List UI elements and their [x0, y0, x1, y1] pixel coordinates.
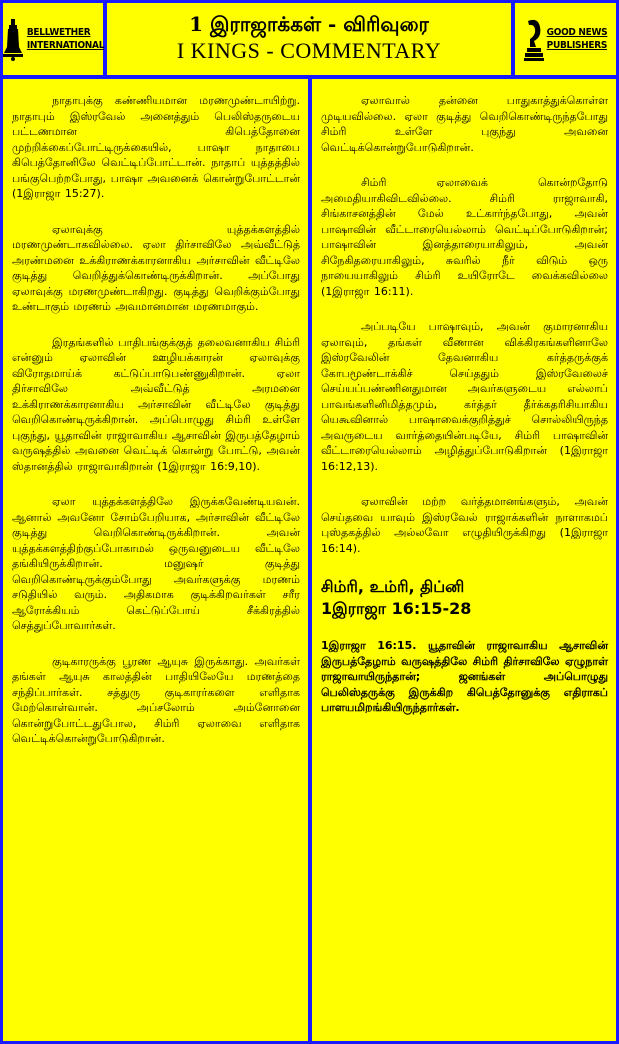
title-english: I KINGS - COMMENTARY — [176, 38, 442, 63]
logo-right-line1: GOOD NEWS — [546, 27, 608, 38]
section-reference: 1இராஜா 16:15-28 — [321, 599, 472, 618]
paragraph: இரதங்களில் பாதிபங்குக்குத் தலைவனாகிய சிம்ரி என்னும் ஏலாவின் ஊழியக்காரன் ஏலாவுக்கு விரோதமாய்க் கட்டுப்பாடுபண்ணுகிறான். ஏலா திர்சாவிலே அவ்வீட்டுத் அரமனை உக்கிராணக்காரனாகிய அர்சாவின் வீட்டிலே குடித்து வெறிகொண்டிருக்கிறான். அப்பொழுது சிம்ரி உள்ளே புகுந்து, யூதாவின் ராஜாவாகிய ஆசாவின் இருபத்தேழாம் வருஷத்தில் அவனை வெட்டிக் கொன்று போட்டு, அவன் ஸ்தானத்தில் ராஜாவாகிறான் (1இராஜா 16:9,10). — [12, 335, 300, 473]
paragraph: குடிகாரருக்கு பூரண ஆயுசு இருக்காது. அவர்கள் தங்கள் ஆயுசு காலத்தின் பாதியிலேயே மரணத்தை சந்திப்பார்கள். சத்துரு குடிகாரர்களை எளிதாக மேற்கொள்வான். அப்சலோம் அம்னோனை கொன்றுபோட்டதுபோல, சிம்ரி ஏலாவை எளிதாக வெட்டிக்கொன்றுபோடுகிறான். — [12, 654, 300, 745]
verse-text: 1இராஜா 16:15. யூதாவின் ராஜாவாகிய ஆசாவின் இருபத்தேழாம் வருஷத்திலே சிம்ரி திர்சாவிலே ஏழுநாள் ராஜாவாயிருந்தான்; ஜனங்கள் அப்பொழுது பெலிஸ்தருக்கு இருக்கிற கிபெத்தோனுக்கு எதிராகப் பாளயமிறங்கியிருந்தார்கள். — [321, 639, 608, 714]
paragraph: ஏலாவுக்கு யுத்தக்களத்தில் மரணமுண்டாகவில்லை. ஏலா திர்சாவிலே அவ்வீட்டுத் அரண்மனை உக்கிராணக்காரனாகிய அர்சாவின் வீட்டிலே குடித்து வெறித்துக்கொண்டிருக்கிறான். அப்போது ஏலாவுக்கு மரணமுண்டாகிறது. குடித்து வெறிக்கும்போது உண்டாகும் மரணம் அவமானமான மரணமாகும். — [12, 222, 300, 313]
right-column — [312, 79, 616, 1041]
paragraph: அப்படியே பாஷாவும், அவன் குமாரனாகிய ஏலாவும், தங்கள் வீணான விக்கிரகங்களினாலே இஸ்ரவேலின் தேவனாகிய கர்த்தருக்குக் கோபமூண்டாக்கிச் செய்ததும் இஸ்ரவேலைச் செய்யப்பண்ணினதுமான அவர்களுடைய எல்லாப் பாவங்களினிமித்தமும், கர்த்தர் தீர்க்கதரிசியாகிய யெகூவினால் பாஷாவைக்குறித்துச் சொல்லியிருந்த அவருடைய வார்த்தையின்படியே, சிம்ரி பாஷாவின் வீட்டாரையெல்லாம் அழித்துப்போடுகிறான் (1இராஜா 16:12,13). — [321, 320, 608, 473]
paragraph: ஏலாவின் மற்ற வர்த்தமானங்களும், அவன் செய்தவை யாவும் இஸ்ரவேல் ராஜாக்களின் நாளாகமப் புஸ்தகத்தில் அல்லவோ எழுதியிருக்கிறது (1இராஜா 16:14). — [321, 495, 608, 555]
bellwether-logo — [3, 3, 103, 75]
section-title: சிம்ரி, உம்ரி, திப்னி — [321, 577, 465, 596]
paragraph: சிம்ரி ஏலாவைக் கொன்றதோடு அமைதியாகிவிடவில்லை. சிம்ரி ராஜாவாகி, சிங்காசனத்தின் மேல் உட்கார்ந்தபோது, அவன் பாஷாவின் வீட்டாரையெல்லாம் வெட்டிப்போடுகிறான்; பாஷாவின் இனத்தாரையாகிலும், அவன் சிநேகிதரையாகிலும், சுவரில் நீர் விடும் ஒரு நாயையாகிலும் சிம்ரி உயிரோடே வைக்கவில்லை (1இராஜா 16:11). — [321, 176, 608, 298]
good-news-logo — [515, 3, 616, 75]
bellwether-bell-icon — [2, 17, 24, 61]
title-tamil: 1 இராஜாக்கள் - விரிவுரை — [189, 12, 429, 36]
title-panel — [107, 3, 511, 75]
paragraph: ஏலா யுத்தக்களத்திலே இருக்கவேண்டியவன். ஆனால் அவனோ சோம்பேறியாக, அர்சாவின் வீட்டிலே குடித்து வெறிகொண்டிருக்கிறான். அவன் யுத்தக்களத்திற்குப்போகாமல் ஒருவனுடைய வீட்டிலே தங்கியிருக்கிறான். மனுஷர் குடித்து வெறிகொண்டிருக்கும்போது அவர்களுக்கு மரணம் சடுதியில் வரும். அதிகமாக குடிக்கிறவர்கள் சரீர ஆரோக்கியம் கெட்டுப்போய் சீக்கிரத்தில் செத்துப்போவார்கள். — [12, 495, 300, 632]
logo-left-line1: BELLWETHER — [26, 27, 91, 38]
ram-horn-icon — [524, 17, 544, 61]
paragraph: நாதாபுக்கு கண்ணியமான மரணமுண்டாயிற்று. நாதாபும் இஸ்ரவேல் அனைத்தும் பெலிஸ்தருடைய பட்டணமான கிபெத்தோனை முற்றிக்கைப்போட்டிருக்கையில், பாஷா நாதாபை கிபெத்தோனிலே வெட்டிப்போட்டான். நாதாப் யுத்தத்தில் பங்குபெற்றபோது, பாஷா அவனைக் கொன்றுபோட்டான் (1இராஜா 15:27). — [12, 94, 300, 200]
logo-right-line2: PUBLISHERS — [546, 40, 608, 51]
logo-left-line2: INTERNATIONAL — [26, 40, 105, 51]
section-heading — [321, 576, 608, 620]
left-column — [3, 79, 308, 1041]
paragraph: ஏலாவால் தன்னை பாதுகாத்துக்கொள்ள முடியவில்லை. ஏலா குடித்து வெறிகொண்டிருந்தபோது சிம்ரி உள்ளே புகுந்து அவனை வெட்டிக்கொன்றுபோடுகிறான். — [321, 94, 608, 154]
